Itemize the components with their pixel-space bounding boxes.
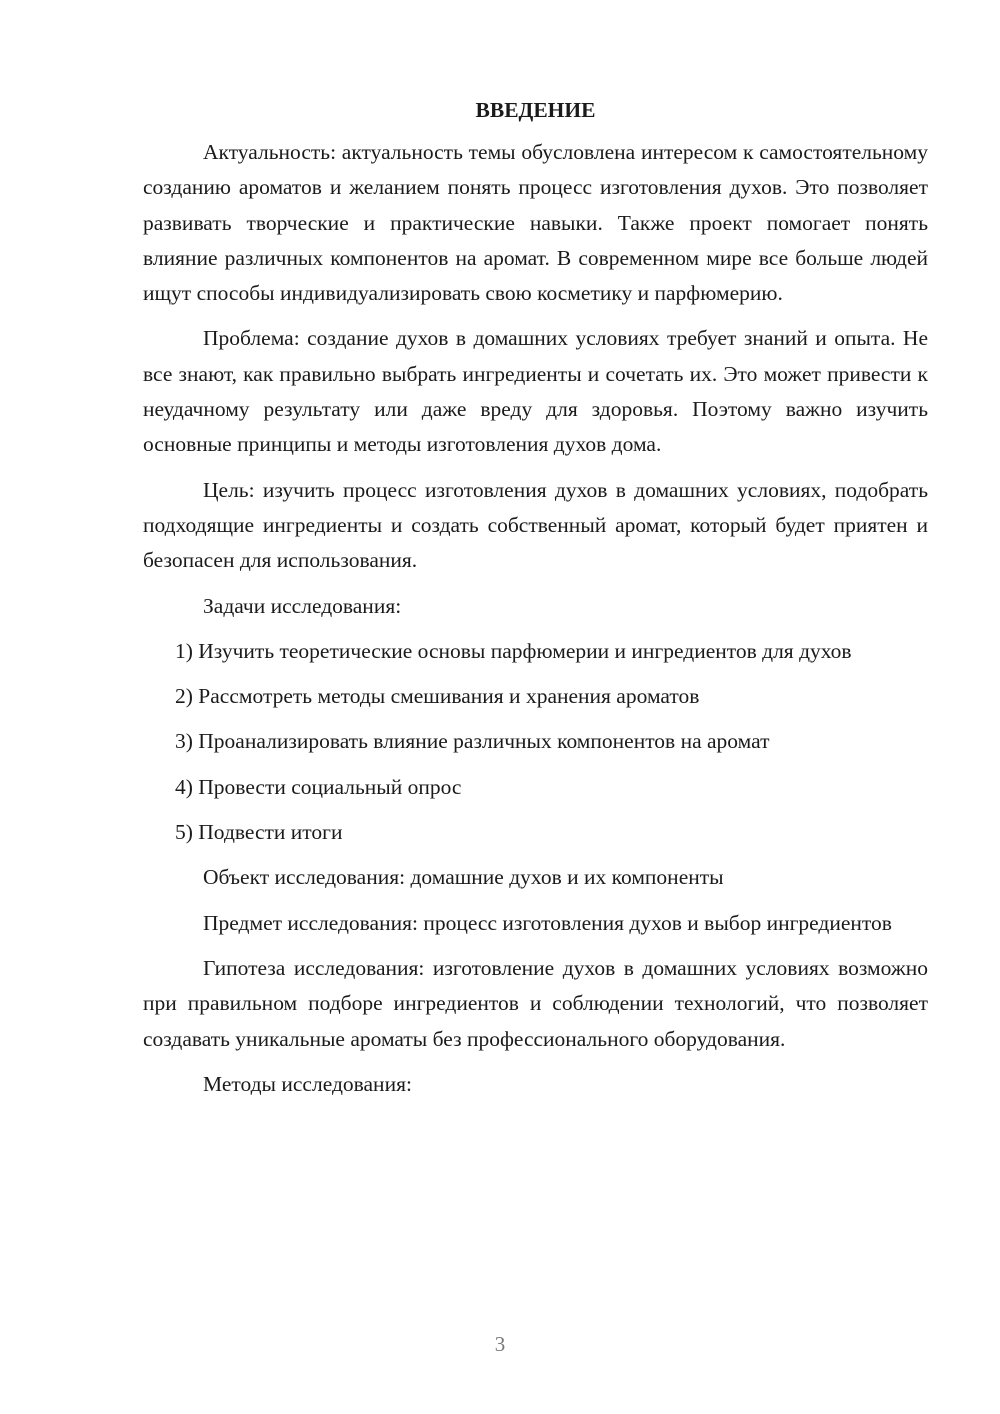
task-item-1: 1) Изучить теоретические основы парфюмерии и ингредиентов для духов	[175, 638, 852, 663]
paragraph-hypothesis: Гипотеза исследования: изготовление духов в домашних условиях возможно при правильном подборе ингредиентов и соблюдении технологий, что позволяет создавать уникальные ароматы без профессионального оборудования.	[143, 955, 928, 1051]
paragraph-goal: Цель: изучить процесс изготовления духов в домашних условиях, подобрать подходящие ингредиенты и создать собственный аромат, который будет приятен и безопасен для использования.	[143, 477, 928, 573]
task-item-4: 4) Провести социальный опрос	[175, 774, 462, 799]
paragraph-relevance: Актуальность: актуальность темы обусловлена интересом к самостоятельному созданию ароматов и желанием понять процесс изготовления духов. Это позволяет развивать творческие и практические навыки. Также проект помогает понять влияние различных компонентов на аромат. В современном мире все больше людей ищут способы индивидуализировать свою косметику и парфюмерию.	[143, 140, 928, 306]
task-item-2: 2) Рассмотреть методы смешивания и хранения ароматов	[175, 684, 700, 709]
section-title: ВВЕДЕНИЕ	[475, 98, 596, 122]
paragraph-object: Объект исследования: домашние духов и их компоненты	[203, 865, 724, 890]
paragraph-problem: Проблема: создание духов в домашних условиях требует знаний и опыта. Не все знают, как правильно выбрать ингредиенты и сочетать их. Это может привести к неудачному результату или даже вреду для здоровья. Поэтому важно изучить основные принципы и методы изготовления духов дома.	[143, 326, 928, 457]
tasks-heading: Задачи исследования:	[203, 593, 402, 618]
document-page	[143, 95, 928, 1112]
task-item-3: 3) Проанализировать влияние различных компонентов на аромат	[175, 729, 770, 754]
methods-heading: Методы исследования:	[203, 1071, 412, 1096]
page-number: 3	[494, 1332, 506, 1356]
task-item-5: 5) Подвести итоги	[175, 820, 343, 845]
paragraph-subject: Предмет исследования: процесс изготовления духов и выбор ингредиентов	[203, 910, 892, 935]
